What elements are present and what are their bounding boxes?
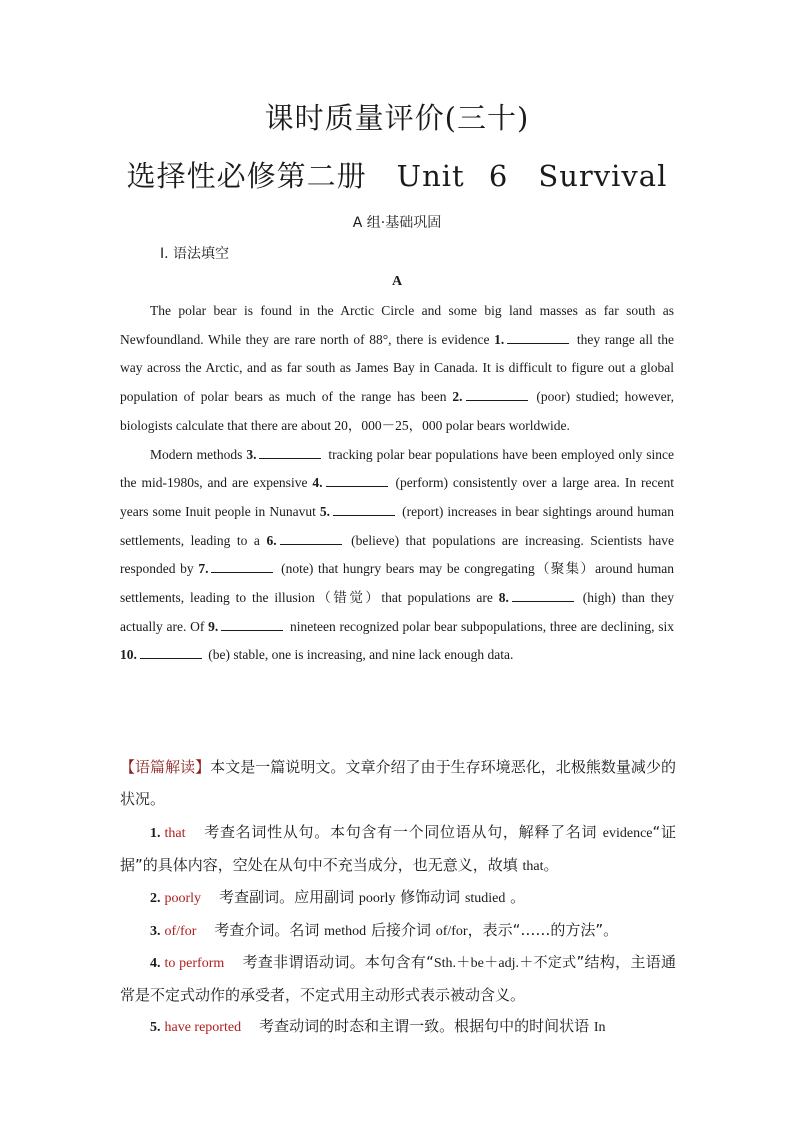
answer-key: have reported [164,1020,242,1035]
answer-item: 3. of/for 考查介词。名词 method 后接介词 of/for，表示“……的方法”。 [150,920,619,939]
passage-paragraph-2: Modern methods 3. tracking polar bear populations have been employed only since the mid-1980s, and are expensive 4. (perform) consistently over a large area. In recent years some Inuit people in Nunavut 5. (report) increases in bear sightings around human settlements, leading to a 6. (believe) that populations are increasing. Scientists have responded by 7. (note) that hungry bears may be congregating（聚集）around human settlements, leading to the illusion（错觉）that populations are 8. (high) than they actually are. Of 9. nineteen recognized polar bear subpopulations, three are declining, six 10. (be) stable, one is increasing, and nine lack enough data. [120,441,674,671]
blank-line [221,616,283,631]
answer-key: to perform [164,956,225,971]
answer-key: poorly [164,891,202,906]
blank-line [512,587,574,602]
passage-title: A [391,274,403,289]
blank-number: 1. [494,331,505,347]
passage-paragraph-1: The polar bear is found in the Arctic Circle and some big land masses as far south as Newfoundland. While they are rare north of 88°, there is evidence 1. they range all the way across the Arctic, and as far south as James Bay in Canada. It is difficult to figure out a global population of polar bears as much of the range has been 2. (poor) studied; however, biologists calculate that there are about 20，000－25，000 polar bears worldwide. [120,303,675,433]
answer-key: of/for [164,923,197,939]
blank-number: 10. [120,647,137,663]
blank-number: 3. [246,446,257,462]
blank-number: 6. [266,532,277,548]
answer-item: 2. poorly 考查副词。应用副词 poorly 修饰动词 studied 。 [150,888,526,906]
blank-line [333,501,395,516]
answer-key: that [164,826,186,841]
passage-text [120,297,674,670]
blank-number: 7. [198,561,209,577]
blank-line [280,530,342,545]
answer-item: 1. that 考查名词性从句。本句含有一个同位语从句，解释了名词 evidence“证据”的具体内容，空处在从句中不充当成分，也无意义，故填 that。 [120,823,676,874]
analysis-tag: 【语篇解读】 [120,758,211,776]
analysis-text: 本文是一篇说明文。文章介绍了由于生存环境恶化，北极熊数量减少的状况。 [120,758,676,808]
blank-line [259,444,321,459]
blank-number: 2. [452,389,463,405]
blank-line [507,329,569,344]
blank-number: 5. [319,503,331,519]
blank-line [466,386,528,401]
answer-list [120,817,676,1044]
page-subtitle: 选择性必修第二册 Unit 6 Survival [126,159,668,193]
blank-number: 4. [312,475,323,491]
blank-line [326,472,388,487]
group-heading: A 组·基础巩固 [352,215,442,231]
answer-item: 4. to perform 考查非谓语动词。本句含有“Sth.＋be＋adj.＋不定式”结构，主语通常是不定式动作的承受者，不定式用主动形式表示被动含义。 [120,953,676,1004]
blank-line [140,644,202,659]
passage-analysis [120,752,676,815]
section-heading: Ⅰ. 语法填空 [160,246,230,262]
page-title: 课时质量评价(三十) [264,101,530,135]
blank-number: 8. [498,590,509,606]
blank-number: 9. [208,618,219,634]
analysis-section [120,752,676,1044]
answer-item: 5. have reported 考查动词的时态和主谓一致。根据句中的时间状语 In [150,1017,606,1035]
blank-line [211,558,273,573]
